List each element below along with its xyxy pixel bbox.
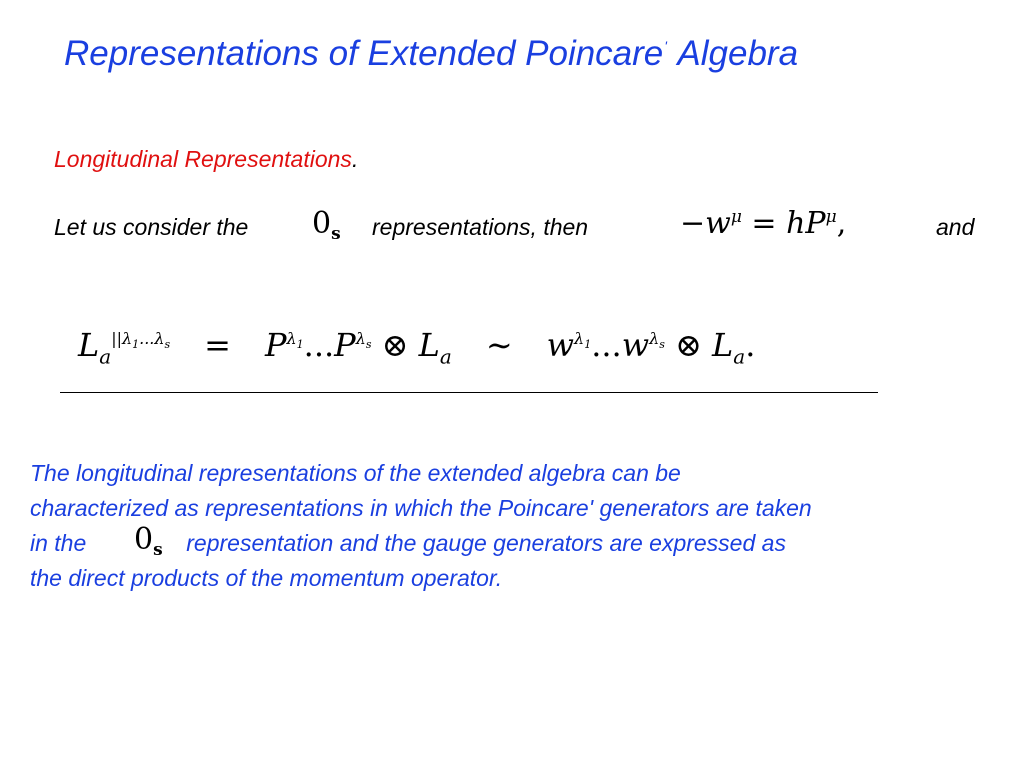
section-heading-period: . <box>351 146 359 172</box>
intro-text-start: Let us consider the <box>54 214 249 240</box>
explanation-paragraph <box>30 456 1005 596</box>
paragraph-line-3-end: representation and the gauge generators are expressed as <box>186 530 786 556</box>
horizontal-divider <box>60 392 878 393</box>
formula-subscript-s: s <box>331 224 341 244</box>
paragraph-line-3 <box>30 526 1005 561</box>
section-heading <box>54 146 358 173</box>
intro-text-end: and <box>936 214 975 240</box>
paragraph-line-1: The longitudinal representations of the extended algebra can be <box>30 460 681 486</box>
formula-zero: 0 <box>134 522 154 557</box>
slide-title <box>64 34 798 74</box>
formula-subscript-s: s <box>153 540 163 560</box>
formula-w-equals-hP: $-w^\mu = hP^\mu$, <box>680 206 847 241</box>
paragraph-line-3-start: in the <box>30 530 87 556</box>
section-heading-text: Longitudinal Representations <box>54 146 352 172</box>
title-text: Representations of Extended Poincare <box>64 34 664 73</box>
title-accent-mark: ' <box>664 38 667 54</box>
formula-zero-s-inline <box>134 522 163 560</box>
formula-zero-s <box>312 206 341 244</box>
paragraph-line-4: the direct products of the momentum operator. <box>30 565 503 591</box>
intro-text-middle: representations, then <box>372 214 589 240</box>
paragraph-line-2: characterized as representations in which the Poincare' generators are taken <box>30 495 812 521</box>
title-text-end: Algebra <box>668 34 799 73</box>
formula-zero: 0 <box>312 206 332 241</box>
formula-longitudinal-generator: $L_a^{||\lambda_1...\lambda_s} = P^{\lambda_1}...P^{\lambda_s}$ ⊗ $L_a$ ∼ $w^{\lambda_1}...w^{\lambda_s}$ ⊗ $L_a$. <box>78 326 756 369</box>
